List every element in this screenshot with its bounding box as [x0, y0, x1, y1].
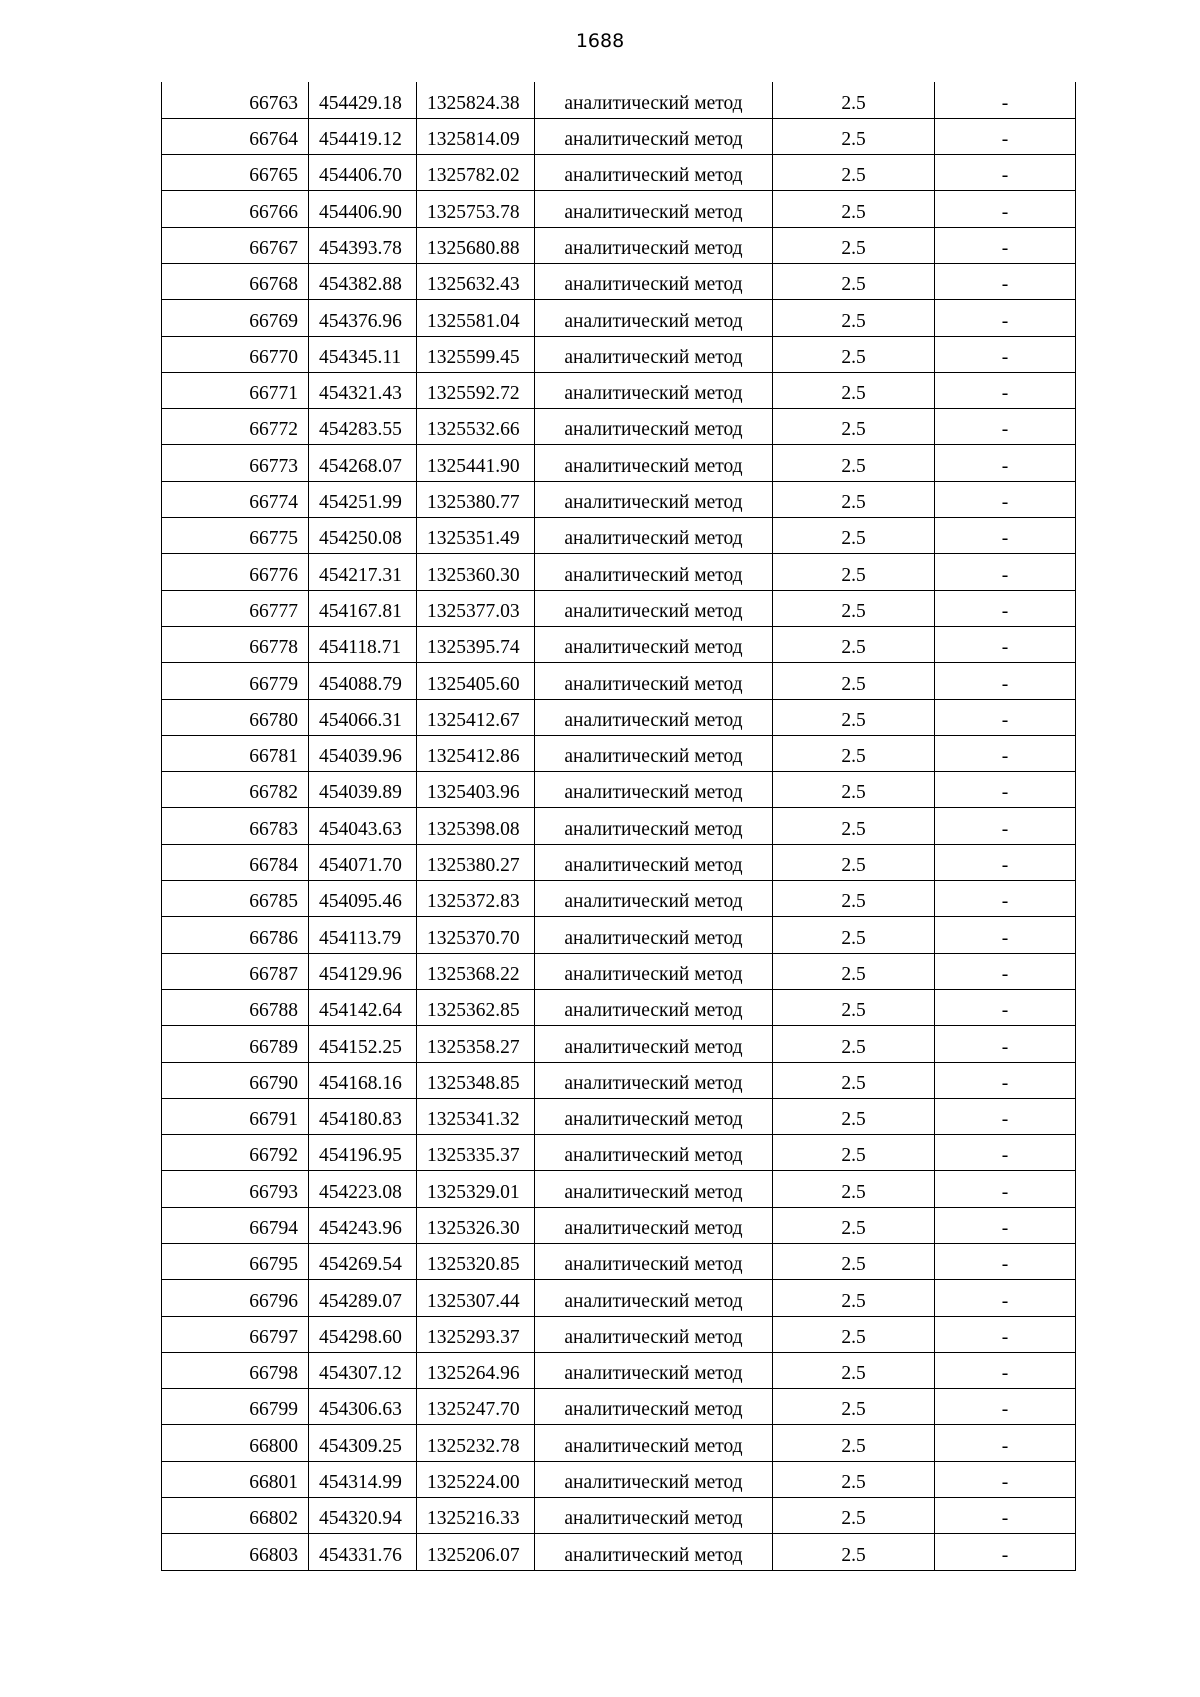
note-cell: -: [935, 118, 1076, 154]
method-cell: аналитический метод: [535, 590, 773, 626]
method-cell: аналитический метод: [535, 118, 773, 154]
table-row: [162, 1316, 1076, 1352]
y-coordinate-cell: 1325824.38: [417, 82, 535, 118]
accuracy-cell: 2.5: [773, 191, 935, 227]
table-row: [162, 191, 1076, 227]
note-cell: -: [935, 1316, 1076, 1352]
table-row: [162, 372, 1076, 408]
accuracy-cell: 2.5: [773, 735, 935, 771]
point-number-cell: 66780: [162, 699, 309, 735]
table-row: [162, 1135, 1076, 1171]
table-row: [162, 300, 1076, 336]
method-cell: аналитический метод: [535, 663, 773, 699]
table-row: [162, 1425, 1076, 1461]
point-number-cell: 66791: [162, 1098, 309, 1134]
accuracy-cell: 2.5: [773, 1026, 935, 1062]
note-cell: -: [935, 1352, 1076, 1388]
accuracy-cell: 2.5: [773, 445, 935, 481]
x-coordinate-cell: 454283.55: [309, 409, 417, 445]
accuracy-cell: 2.5: [773, 1280, 935, 1316]
y-coordinate-cell: 1325335.37: [417, 1135, 535, 1171]
note-cell: -: [935, 372, 1076, 408]
y-coordinate-cell: 1325405.60: [417, 663, 535, 699]
x-coordinate-cell: 454113.79: [309, 917, 417, 953]
method-cell: аналитический метод: [535, 336, 773, 372]
y-coordinate-cell: 1325632.43: [417, 263, 535, 299]
table-row: [162, 1244, 1076, 1280]
point-number-cell: 66800: [162, 1425, 309, 1461]
point-number-cell: 66775: [162, 518, 309, 554]
note-cell: -: [935, 590, 1076, 626]
table-row: [162, 518, 1076, 554]
note-cell: -: [935, 409, 1076, 445]
note-cell: -: [935, 1171, 1076, 1207]
x-coordinate-cell: 454039.89: [309, 772, 417, 808]
point-number-cell: 66795: [162, 1244, 309, 1280]
table-row: [162, 881, 1076, 917]
method-cell: аналитический метод: [535, 1171, 773, 1207]
x-coordinate-cell: 454066.31: [309, 699, 417, 735]
x-coordinate-cell: 454307.12: [309, 1352, 417, 1388]
y-coordinate-cell: 1325370.70: [417, 917, 535, 953]
point-number-cell: 66767: [162, 227, 309, 263]
y-coordinate-cell: 1325680.88: [417, 227, 535, 263]
table-row: [162, 1498, 1076, 1534]
accuracy-cell: 2.5: [773, 1171, 935, 1207]
point-number-cell: 66787: [162, 953, 309, 989]
note-cell: -: [935, 989, 1076, 1025]
y-coordinate-cell: 1325395.74: [417, 626, 535, 662]
table-row: [162, 118, 1076, 154]
point-number-cell: 66778: [162, 626, 309, 662]
table-row: [162, 1352, 1076, 1388]
note-cell: -: [935, 1244, 1076, 1280]
note-cell: -: [935, 953, 1076, 989]
table-row: [162, 1389, 1076, 1425]
y-coordinate-cell: 1325348.85: [417, 1062, 535, 1098]
y-coordinate-cell: 1325532.66: [417, 409, 535, 445]
note-cell: -: [935, 1534, 1076, 1570]
point-number-cell: 66793: [162, 1171, 309, 1207]
accuracy-cell: 2.5: [773, 1207, 935, 1243]
y-coordinate-cell: 1325351.49: [417, 518, 535, 554]
note-cell: -: [935, 1389, 1076, 1425]
x-coordinate-cell: 454406.70: [309, 155, 417, 191]
method-cell: аналитический метод: [535, 445, 773, 481]
accuracy-cell: 2.5: [773, 336, 935, 372]
y-coordinate-cell: 1325412.86: [417, 735, 535, 771]
note-cell: -: [935, 1135, 1076, 1171]
note-cell: -: [935, 626, 1076, 662]
table-row: [162, 590, 1076, 626]
y-coordinate-cell: 1325307.44: [417, 1280, 535, 1316]
x-coordinate-cell: 454168.16: [309, 1062, 417, 1098]
method-cell: аналитический метод: [535, 263, 773, 299]
note-cell: -: [935, 1098, 1076, 1134]
table-row: [162, 1207, 1076, 1243]
point-number-cell: 66797: [162, 1316, 309, 1352]
method-cell: аналитический метод: [535, 155, 773, 191]
table-row: [162, 735, 1076, 771]
accuracy-cell: 2.5: [773, 590, 935, 626]
y-coordinate-cell: 1325753.78: [417, 191, 535, 227]
method-cell: аналитический метод: [535, 1280, 773, 1316]
point-number-cell: 66771: [162, 372, 309, 408]
x-coordinate-cell: 454251.99: [309, 481, 417, 517]
point-number-cell: 66776: [162, 554, 309, 590]
accuracy-cell: 2.5: [773, 1534, 935, 1570]
accuracy-cell: 2.5: [773, 1316, 935, 1352]
accuracy-cell: 2.5: [773, 263, 935, 299]
method-cell: аналитический метод: [535, 191, 773, 227]
accuracy-cell: 2.5: [773, 989, 935, 1025]
method-cell: аналитический метод: [535, 409, 773, 445]
point-number-cell: 66769: [162, 300, 309, 336]
accuracy-cell: 2.5: [773, 1244, 935, 1280]
point-number-cell: 66790: [162, 1062, 309, 1098]
point-number-cell: 66802: [162, 1498, 309, 1534]
method-cell: аналитический метод: [535, 1207, 773, 1243]
point-number-cell: 66789: [162, 1026, 309, 1062]
x-coordinate-cell: 454196.95: [309, 1135, 417, 1171]
table-row: [162, 409, 1076, 445]
point-number-cell: 66766: [162, 191, 309, 227]
point-number-cell: 66801: [162, 1461, 309, 1497]
method-cell: аналитический метод: [535, 1098, 773, 1134]
note-cell: -: [935, 445, 1076, 481]
accuracy-cell: 2.5: [773, 917, 935, 953]
y-coordinate-cell: 1325362.85: [417, 989, 535, 1025]
y-coordinate-cell: 1325360.30: [417, 554, 535, 590]
table-row: [162, 554, 1076, 590]
x-coordinate-cell: 454320.94: [309, 1498, 417, 1534]
table-row: [162, 1534, 1076, 1570]
x-coordinate-cell: 454406.90: [309, 191, 417, 227]
x-coordinate-cell: 454142.64: [309, 989, 417, 1025]
y-coordinate-cell: 1325232.78: [417, 1425, 535, 1461]
y-coordinate-cell: 1325814.09: [417, 118, 535, 154]
table-row: [162, 626, 1076, 662]
y-coordinate-cell: 1325599.45: [417, 336, 535, 372]
point-number-cell: 66770: [162, 336, 309, 372]
table-row: [162, 1171, 1076, 1207]
x-coordinate-cell: 454095.46: [309, 881, 417, 917]
y-coordinate-cell: 1325329.01: [417, 1171, 535, 1207]
method-cell: аналитический метод: [535, 481, 773, 517]
y-coordinate-cell: 1325592.72: [417, 372, 535, 408]
x-coordinate-cell: 454039.96: [309, 735, 417, 771]
x-coordinate-cell: 454269.54: [309, 1244, 417, 1280]
method-cell: аналитический метод: [535, 917, 773, 953]
accuracy-cell: 2.5: [773, 300, 935, 336]
note-cell: -: [935, 191, 1076, 227]
point-number-cell: 66792: [162, 1135, 309, 1171]
point-number-cell: 66785: [162, 881, 309, 917]
y-coordinate-cell: 1325224.00: [417, 1461, 535, 1497]
table-row: [162, 772, 1076, 808]
accuracy-cell: 2.5: [773, 481, 935, 517]
y-coordinate-cell: 1325782.02: [417, 155, 535, 191]
method-cell: аналитический метод: [535, 1244, 773, 1280]
method-cell: аналитический метод: [535, 953, 773, 989]
method-cell: аналитический метод: [535, 626, 773, 662]
accuracy-cell: 2.5: [773, 1498, 935, 1534]
x-coordinate-cell: 454393.78: [309, 227, 417, 263]
x-coordinate-cell: 454152.25: [309, 1026, 417, 1062]
x-coordinate-cell: 454298.60: [309, 1316, 417, 1352]
point-number-cell: 66784: [162, 844, 309, 880]
point-number-cell: 66768: [162, 263, 309, 299]
accuracy-cell: 2.5: [773, 118, 935, 154]
method-cell: аналитический метод: [535, 1498, 773, 1534]
table-row: [162, 481, 1076, 517]
x-coordinate-cell: 454088.79: [309, 663, 417, 699]
method-cell: аналитический метод: [535, 300, 773, 336]
y-coordinate-cell: 1325441.90: [417, 445, 535, 481]
y-coordinate-cell: 1325380.27: [417, 844, 535, 880]
note-cell: -: [935, 1026, 1076, 1062]
x-coordinate-cell: 454321.43: [309, 372, 417, 408]
x-coordinate-cell: 454331.76: [309, 1534, 417, 1570]
method-cell: аналитический метод: [535, 772, 773, 808]
accuracy-cell: 2.5: [773, 1389, 935, 1425]
y-coordinate-cell: 1325403.96: [417, 772, 535, 808]
y-coordinate-cell: 1325320.85: [417, 1244, 535, 1280]
table-row: [162, 227, 1076, 263]
y-coordinate-cell: 1325341.32: [417, 1098, 535, 1134]
point-number-cell: 66803: [162, 1534, 309, 1570]
method-cell: аналитический метод: [535, 881, 773, 917]
note-cell: -: [935, 518, 1076, 554]
y-coordinate-cell: 1325326.30: [417, 1207, 535, 1243]
point-number-cell: 66782: [162, 772, 309, 808]
accuracy-cell: 2.5: [773, 953, 935, 989]
point-number-cell: 66794: [162, 1207, 309, 1243]
point-number-cell: 66798: [162, 1352, 309, 1388]
table-row: [162, 445, 1076, 481]
note-cell: -: [935, 82, 1076, 118]
x-coordinate-cell: 454118.71: [309, 626, 417, 662]
note-cell: -: [935, 1461, 1076, 1497]
x-coordinate-cell: 454289.07: [309, 1280, 417, 1316]
method-cell: аналитический метод: [535, 699, 773, 735]
accuracy-cell: 2.5: [773, 82, 935, 118]
method-cell: аналитический метод: [535, 1425, 773, 1461]
method-cell: аналитический метод: [535, 1352, 773, 1388]
note-cell: -: [935, 735, 1076, 771]
y-coordinate-cell: 1325412.67: [417, 699, 535, 735]
accuracy-cell: 2.5: [773, 1352, 935, 1388]
method-cell: аналитический метод: [535, 1534, 773, 1570]
page-number: 1688: [575, 30, 625, 52]
table-row: [162, 1098, 1076, 1134]
note-cell: -: [935, 881, 1076, 917]
table-row: [162, 1062, 1076, 1098]
note-cell: -: [935, 844, 1076, 880]
point-number-cell: 66779: [162, 663, 309, 699]
point-number-cell: 66788: [162, 989, 309, 1025]
table-row: [162, 82, 1076, 118]
accuracy-cell: 2.5: [773, 1098, 935, 1134]
method-cell: аналитический метод: [535, 1389, 773, 1425]
accuracy-cell: 2.5: [773, 881, 935, 917]
x-coordinate-cell: 454129.96: [309, 953, 417, 989]
point-number-cell: 66777: [162, 590, 309, 626]
accuracy-cell: 2.5: [773, 1135, 935, 1171]
note-cell: -: [935, 481, 1076, 517]
point-number-cell: 66763: [162, 82, 309, 118]
method-cell: аналитический метод: [535, 554, 773, 590]
y-coordinate-cell: 1325372.83: [417, 881, 535, 917]
point-number-cell: 66773: [162, 445, 309, 481]
y-coordinate-cell: 1325581.04: [417, 300, 535, 336]
x-coordinate-cell: 454167.81: [309, 590, 417, 626]
x-coordinate-cell: 454382.88: [309, 263, 417, 299]
x-coordinate-cell: 454345.11: [309, 336, 417, 372]
method-cell: аналитический метод: [535, 844, 773, 880]
point-number-cell: 66764: [162, 118, 309, 154]
y-coordinate-cell: 1325368.22: [417, 953, 535, 989]
method-cell: аналитический метод: [535, 989, 773, 1025]
x-coordinate-cell: 454180.83: [309, 1098, 417, 1134]
accuracy-cell: 2.5: [773, 1425, 935, 1461]
x-coordinate-cell: 454250.08: [309, 518, 417, 554]
point-number-cell: 66796: [162, 1280, 309, 1316]
note-cell: -: [935, 917, 1076, 953]
table-row: [162, 1461, 1076, 1497]
y-coordinate-cell: 1325206.07: [417, 1534, 535, 1570]
x-coordinate-cell: 454071.70: [309, 844, 417, 880]
x-coordinate-cell: 454217.31: [309, 554, 417, 590]
point-number-cell: 66765: [162, 155, 309, 191]
note-cell: -: [935, 1425, 1076, 1461]
coordinates-table: [161, 82, 1076, 1571]
accuracy-cell: 2.5: [773, 155, 935, 191]
y-coordinate-cell: 1325216.33: [417, 1498, 535, 1534]
note-cell: -: [935, 300, 1076, 336]
table-row: [162, 808, 1076, 844]
point-number-cell: 66783: [162, 808, 309, 844]
x-coordinate-cell: 454429.18: [309, 82, 417, 118]
table-row: [162, 844, 1076, 880]
method-cell: аналитический метод: [535, 1461, 773, 1497]
accuracy-cell: 2.5: [773, 663, 935, 699]
y-coordinate-cell: 1325247.70: [417, 1389, 535, 1425]
accuracy-cell: 2.5: [773, 554, 935, 590]
accuracy-cell: 2.5: [773, 1461, 935, 1497]
y-coordinate-cell: 1325293.37: [417, 1316, 535, 1352]
table-row: [162, 663, 1076, 699]
table-row: [162, 1280, 1076, 1316]
x-coordinate-cell: 454243.96: [309, 1207, 417, 1243]
x-coordinate-cell: 454306.63: [309, 1389, 417, 1425]
x-coordinate-cell: 454309.25: [309, 1425, 417, 1461]
note-cell: -: [935, 663, 1076, 699]
table-row: [162, 263, 1076, 299]
x-coordinate-cell: 454376.96: [309, 300, 417, 336]
note-cell: -: [935, 554, 1076, 590]
method-cell: аналитический метод: [535, 1316, 773, 1352]
method-cell: аналитический метод: [535, 735, 773, 771]
x-coordinate-cell: 454223.08: [309, 1171, 417, 1207]
method-cell: аналитический метод: [535, 518, 773, 554]
table-row: [162, 1026, 1076, 1062]
accuracy-cell: 2.5: [773, 372, 935, 408]
accuracy-cell: 2.5: [773, 772, 935, 808]
method-cell: аналитический метод: [535, 82, 773, 118]
accuracy-cell: 2.5: [773, 518, 935, 554]
method-cell: аналитический метод: [535, 1062, 773, 1098]
point-number-cell: 66799: [162, 1389, 309, 1425]
method-cell: аналитический метод: [535, 808, 773, 844]
note-cell: -: [935, 1280, 1076, 1316]
method-cell: аналитический метод: [535, 372, 773, 408]
note-cell: -: [935, 699, 1076, 735]
table-row: [162, 336, 1076, 372]
x-coordinate-cell: 454314.99: [309, 1461, 417, 1497]
accuracy-cell: 2.5: [773, 626, 935, 662]
y-coordinate-cell: 1325398.08: [417, 808, 535, 844]
x-coordinate-cell: 454419.12: [309, 118, 417, 154]
coordinates-table-body: [162, 82, 1076, 1570]
table-row: [162, 989, 1076, 1025]
point-number-cell: 66772: [162, 409, 309, 445]
point-number-cell: 66774: [162, 481, 309, 517]
point-number-cell: 66786: [162, 917, 309, 953]
note-cell: -: [935, 1207, 1076, 1243]
note-cell: -: [935, 227, 1076, 263]
note-cell: -: [935, 772, 1076, 808]
accuracy-cell: 2.5: [773, 227, 935, 263]
note-cell: -: [935, 155, 1076, 191]
note-cell: -: [935, 336, 1076, 372]
accuracy-cell: 2.5: [773, 699, 935, 735]
y-coordinate-cell: 1325377.03: [417, 590, 535, 626]
table-row: [162, 699, 1076, 735]
x-coordinate-cell: 454268.07: [309, 445, 417, 481]
y-coordinate-cell: 1325358.27: [417, 1026, 535, 1062]
note-cell: -: [935, 808, 1076, 844]
table-row: [162, 953, 1076, 989]
note-cell: -: [935, 263, 1076, 299]
method-cell: аналитический метод: [535, 1026, 773, 1062]
y-coordinate-cell: 1325264.96: [417, 1352, 535, 1388]
point-number-cell: 66781: [162, 735, 309, 771]
accuracy-cell: 2.5: [773, 808, 935, 844]
accuracy-cell: 2.5: [773, 844, 935, 880]
x-coordinate-cell: 454043.63: [309, 808, 417, 844]
accuracy-cell: 2.5: [773, 409, 935, 445]
method-cell: аналитический метод: [535, 1135, 773, 1171]
method-cell: аналитический метод: [535, 227, 773, 263]
note-cell: -: [935, 1498, 1076, 1534]
accuracy-cell: 2.5: [773, 1062, 935, 1098]
table-row: [162, 917, 1076, 953]
note-cell: -: [935, 1062, 1076, 1098]
y-coordinate-cell: 1325380.77: [417, 481, 535, 517]
table-row: [162, 155, 1076, 191]
